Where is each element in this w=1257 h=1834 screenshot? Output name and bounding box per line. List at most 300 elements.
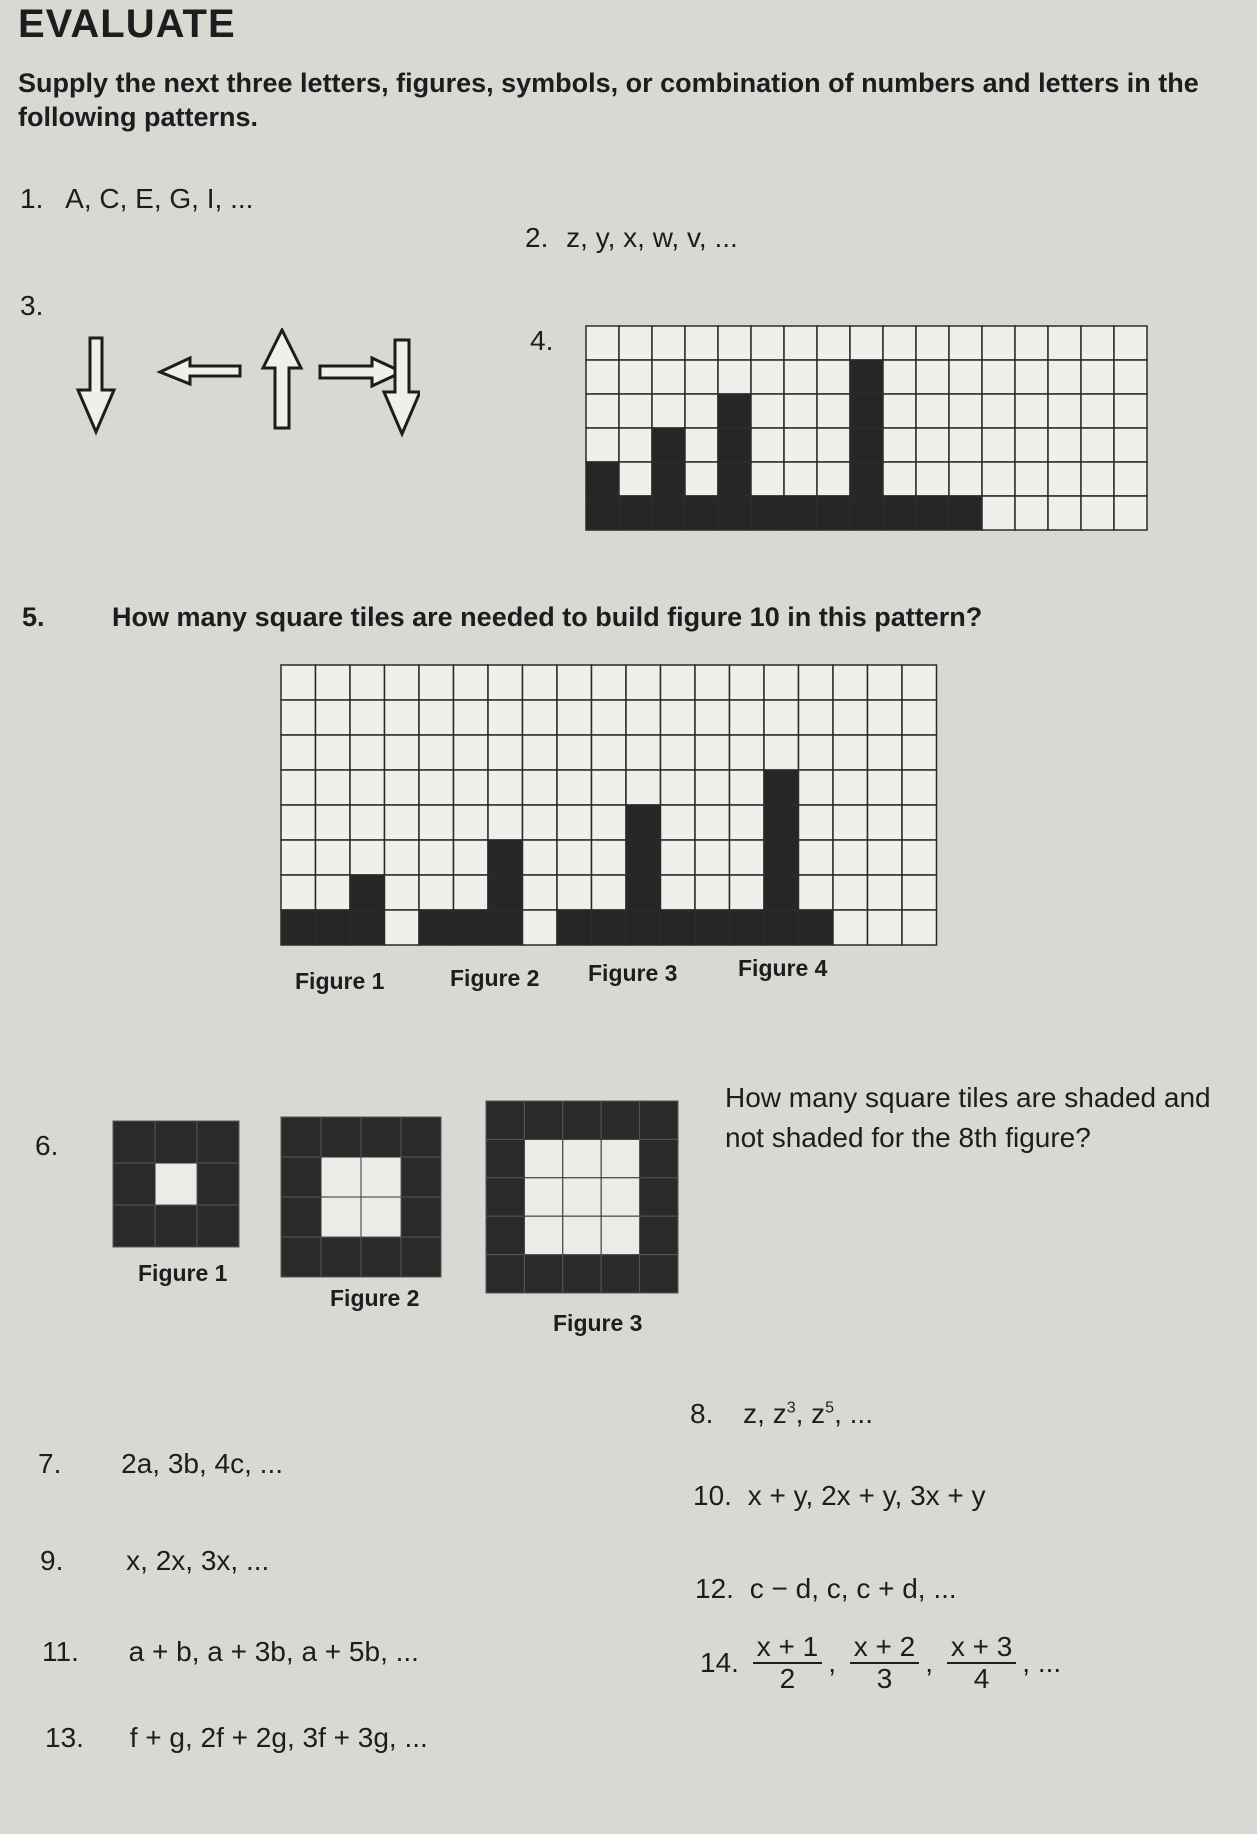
grid-cell <box>1114 326 1147 360</box>
figure-label: Figure 1 <box>138 1260 228 1286</box>
grid-cell <box>619 462 652 496</box>
denominator: 4 <box>973 1663 990 1694</box>
grid-cell <box>730 700 765 735</box>
question-4-number: 4. <box>530 325 554 356</box>
question-number: 1. <box>20 183 44 214</box>
question-text: A, C, E, G, I, ... <box>65 183 254 214</box>
grid-cell <box>764 700 799 735</box>
grid-cell <box>695 700 730 735</box>
numerator: x + 1 <box>753 1632 822 1664</box>
grid-cell <box>1081 326 1114 360</box>
grid-cell <box>916 394 949 428</box>
grid-cell <box>685 462 718 496</box>
shaded-tile <box>640 1139 678 1177</box>
question-number: 14. <box>700 1647 739 1678</box>
question-text: 2a, 3b, 4c, ... <box>121 1448 284 1479</box>
down-arrow-icon <box>384 340 420 434</box>
grid-cell <box>730 735 765 770</box>
question-number: 8. <box>690 1398 714 1429</box>
grid-cell <box>619 326 652 360</box>
shaded-tile <box>652 496 685 530</box>
exponent: 5 <box>825 1399 835 1417</box>
shaded-tile <box>155 1205 197 1247</box>
shaded-tile <box>419 910 454 945</box>
grid-cell <box>385 770 420 805</box>
grid-cell <box>799 805 834 840</box>
grid-cell <box>557 735 592 770</box>
question-text: x, 2x, 3x, ... <box>126 1545 270 1576</box>
grid-cell <box>652 326 685 360</box>
fraction <box>850 1632 919 1694</box>
grid-cell <box>316 805 351 840</box>
shaded-tile <box>316 910 351 945</box>
shaded-tile <box>486 1216 524 1254</box>
grid-cell <box>695 805 730 840</box>
grid-cell <box>523 910 558 945</box>
grid-cell <box>350 665 385 700</box>
grid-cell <box>1081 428 1114 462</box>
grid-cell <box>523 840 558 875</box>
grid-cell <box>281 700 316 735</box>
ellipsis: , ... <box>1022 1647 1062 1678</box>
shaded-tile <box>586 496 619 530</box>
grid-cell <box>454 735 489 770</box>
question-number: 2. <box>525 222 549 253</box>
grid-cell <box>1081 394 1114 428</box>
grid-cell <box>695 875 730 910</box>
grid-cell <box>883 360 916 394</box>
shaded-tile <box>661 910 696 945</box>
grid-cell <box>385 840 420 875</box>
grid-cell <box>949 326 982 360</box>
question-6-figure-2 <box>280 1116 465 1281</box>
question-number: 13. <box>45 1722 84 1753</box>
grid-cell <box>586 326 619 360</box>
question-text: x + y, 2x + y, 3x + y <box>747 1480 986 1511</box>
shaded-tile <box>626 805 661 840</box>
shaded-tile <box>640 1178 678 1216</box>
grid-cell <box>626 770 661 805</box>
denominator: 2 <box>779 1663 796 1694</box>
grid-cell <box>592 840 627 875</box>
shaded-tile <box>488 875 523 910</box>
unshaded-tile <box>563 1216 601 1254</box>
question-5-tile-grid <box>280 664 945 949</box>
grid-cell <box>1048 462 1081 496</box>
unshaded-tile <box>601 1178 639 1216</box>
grid-cell <box>557 665 592 700</box>
grid-cell <box>1081 496 1114 530</box>
grid-cell <box>784 394 817 428</box>
grid-cell <box>949 462 982 496</box>
grid-cell <box>730 770 765 805</box>
shaded-tile <box>281 910 316 945</box>
grid-cell <box>316 665 351 700</box>
grid-cell <box>751 360 784 394</box>
grid-cell <box>281 805 316 840</box>
shaded-tile <box>361 1237 401 1277</box>
grid-cell <box>799 700 834 735</box>
figure-label: Figure 2 <box>330 1285 420 1311</box>
question-2 <box>525 222 738 254</box>
shaded-tile <box>764 840 799 875</box>
grid-cell <box>685 394 718 428</box>
grid-cell <box>385 735 420 770</box>
figure-label: Figure 1 <box>295 968 385 994</box>
grid-cell <box>902 735 937 770</box>
grid-cell <box>557 840 592 875</box>
grid-cell <box>833 805 868 840</box>
unshaded-tile <box>361 1157 401 1197</box>
shaded-tile <box>626 875 661 910</box>
figure-label: Figure 3 <box>553 1310 643 1336</box>
grid-cell <box>557 770 592 805</box>
shaded-tile <box>718 428 751 462</box>
shaded-tile <box>350 910 385 945</box>
grid-cell <box>1048 428 1081 462</box>
shaded-tile <box>718 394 751 428</box>
grid-cell <box>799 735 834 770</box>
figure-label: Figure 2 <box>450 965 540 991</box>
grid-cell <box>419 665 454 700</box>
grid-cell <box>1048 394 1081 428</box>
shaded-tile <box>718 496 751 530</box>
shaded-tile <box>685 496 718 530</box>
grid-cell <box>868 700 903 735</box>
grid-cell <box>1015 428 1048 462</box>
grid-cell <box>817 326 850 360</box>
grid-cell <box>833 770 868 805</box>
question-6-figure-3 <box>485 1100 707 1298</box>
shaded-tile <box>883 496 916 530</box>
shaded-tile <box>695 910 730 945</box>
grid-cell <box>949 394 982 428</box>
shaded-tile <box>197 1205 239 1247</box>
grid-cell <box>1114 496 1147 530</box>
unshaded-tile <box>524 1139 562 1177</box>
shaded-tile <box>626 840 661 875</box>
grid-cell <box>784 326 817 360</box>
shaded-tile <box>281 1237 321 1277</box>
shaded-tile <box>730 910 765 945</box>
right-arrow-icon <box>320 358 402 386</box>
grid-cell <box>661 770 696 805</box>
grid-cell <box>419 875 454 910</box>
grid-cell <box>619 360 652 394</box>
grid-cell <box>850 326 883 360</box>
grid-cell <box>751 428 784 462</box>
page-title: EVALUATE <box>18 2 236 46</box>
grid-cell <box>419 735 454 770</box>
grid-cell <box>784 462 817 496</box>
grid-cell <box>916 428 949 462</box>
grid-cell <box>454 700 489 735</box>
grid-cell <box>799 875 834 910</box>
grid-cell <box>833 700 868 735</box>
grid-cell <box>523 805 558 840</box>
shaded-tile <box>586 462 619 496</box>
shaded-tile <box>486 1178 524 1216</box>
question-9 <box>40 1545 269 1577</box>
question-7 <box>38 1448 283 1480</box>
shaded-tile <box>524 1255 562 1293</box>
question-6-text-line2: not shaded for the 8th figure? <box>725 1122 1091 1153</box>
grid-cell <box>385 875 420 910</box>
grid-cell <box>385 700 420 735</box>
figure-label: Figure 4 <box>738 955 828 981</box>
grid-cell <box>454 875 489 910</box>
grid-cell <box>833 910 868 945</box>
grid-cell <box>281 665 316 700</box>
shaded-tile <box>916 496 949 530</box>
grid-cell <box>592 735 627 770</box>
grid-cell <box>751 462 784 496</box>
grid-cell <box>868 770 903 805</box>
question-number: 11. <box>42 1636 79 1667</box>
grid-cell <box>661 805 696 840</box>
question-3-number: 3. <box>20 290 44 321</box>
grid-cell <box>833 735 868 770</box>
question-13 <box>45 1722 428 1754</box>
grid-cell <box>592 875 627 910</box>
grid-cell <box>592 805 627 840</box>
shaded-tile <box>361 1117 401 1157</box>
shaded-tile <box>949 496 982 530</box>
grid-cell <box>1015 394 1048 428</box>
shaded-tile <box>817 496 850 530</box>
unshaded-tile <box>321 1197 361 1237</box>
question-number: 5. <box>22 602 45 632</box>
question-number: 12. <box>695 1573 734 1604</box>
grid-cell <box>982 394 1015 428</box>
numerator: x + 3 <box>947 1632 1016 1664</box>
figure-label: Figure 3 <box>588 960 678 986</box>
grid-cell <box>1048 360 1081 394</box>
shaded-tile <box>281 1117 321 1157</box>
grid-cell <box>902 875 937 910</box>
question-text: f + g, 2f + 2g, 3f + 3g, ... <box>129 1722 428 1753</box>
shaded-tile <box>850 360 883 394</box>
grid-cell <box>488 700 523 735</box>
grid-cell <box>685 326 718 360</box>
grid-cell <box>350 805 385 840</box>
numerator: x + 2 <box>850 1632 919 1664</box>
shaded-tile <box>486 1101 524 1139</box>
grid-cell <box>982 462 1015 496</box>
term: z <box>772 1398 787 1429</box>
grid-cell <box>730 875 765 910</box>
unshaded-tile <box>524 1216 562 1254</box>
grid-cell <box>799 665 834 700</box>
shaded-tile <box>563 1101 601 1139</box>
unshaded-tile <box>524 1178 562 1216</box>
grid-cell <box>868 735 903 770</box>
question-3-arrow-pattern <box>70 328 420 438</box>
question-number: 10. <box>693 1480 732 1511</box>
grid-cell <box>488 770 523 805</box>
shaded-tile <box>764 770 799 805</box>
grid-cell <box>557 805 592 840</box>
grid-cell <box>695 665 730 700</box>
shaded-tile <box>799 910 834 945</box>
grid-cell <box>902 665 937 700</box>
shaded-tile <box>764 875 799 910</box>
grid-cell <box>523 770 558 805</box>
grid-cell <box>695 735 730 770</box>
shaded-tile <box>350 875 385 910</box>
unshaded-tile <box>563 1139 601 1177</box>
grid-cell <box>833 875 868 910</box>
grid-cell <box>695 840 730 875</box>
shaded-tile <box>601 1101 639 1139</box>
grid-cell <box>661 840 696 875</box>
grid-cell <box>316 770 351 805</box>
shaded-tile <box>281 1157 321 1197</box>
grid-cell <box>652 394 685 428</box>
grid-cell <box>488 735 523 770</box>
grid-cell <box>523 700 558 735</box>
question-text: z, y, x, w, v, ... <box>566 222 738 253</box>
term: z <box>811 1398 826 1429</box>
grid-cell <box>868 840 903 875</box>
grid-cell <box>523 875 558 910</box>
grid-cell <box>1048 326 1081 360</box>
grid-cell <box>619 428 652 462</box>
question-6-text-line1: How many square tiles are shaded and <box>725 1082 1211 1113</box>
shaded-tile <box>640 1255 678 1293</box>
grid-cell <box>916 360 949 394</box>
unshaded-tile <box>321 1157 361 1197</box>
grid-cell <box>902 700 937 735</box>
question-4-tile-grid <box>585 325 1170 541</box>
unshaded-tile <box>563 1178 601 1216</box>
grid-cell <box>784 428 817 462</box>
grid-cell <box>730 665 765 700</box>
grid-cell <box>982 496 1015 530</box>
fraction <box>947 1632 1016 1694</box>
grid-cell <box>488 665 523 700</box>
grid-cell <box>454 840 489 875</box>
grid-cell <box>902 770 937 805</box>
grid-cell <box>626 700 661 735</box>
grid-cell <box>281 735 316 770</box>
question-number: 9. <box>40 1545 64 1576</box>
grid-cell <box>799 840 834 875</box>
question-text: a + b, a + 3b, a + 5b, ... <box>128 1636 419 1667</box>
grid-cell <box>817 394 850 428</box>
grid-cell <box>454 665 489 700</box>
grid-cell <box>730 840 765 875</box>
shaded-tile <box>321 1117 361 1157</box>
shaded-tile <box>640 1216 678 1254</box>
grid-cell <box>523 665 558 700</box>
fraction <box>753 1632 822 1694</box>
grid-cell <box>1015 462 1048 496</box>
grid-cell <box>316 840 351 875</box>
grid-cell <box>385 665 420 700</box>
grid-cell <box>316 735 351 770</box>
question-6-figure-1 <box>112 1120 262 1250</box>
question-text-base: z, <box>743 1398 765 1429</box>
grid-cell <box>454 805 489 840</box>
grid-cell <box>695 770 730 805</box>
grid-cell <box>817 428 850 462</box>
grid-cell <box>652 360 685 394</box>
shaded-tile <box>640 1101 678 1139</box>
shaded-tile <box>401 1157 441 1197</box>
grid-cell <box>868 875 903 910</box>
question-14: 14. $\frac{x + 1}{2}$ , $\frac{x + 2}{3}$ , $\frac{x + 3}{4}$ , ... <box>700 1631 1062 1694</box>
unshaded-tile <box>361 1197 401 1237</box>
grid-cell <box>419 700 454 735</box>
shaded-tile <box>850 496 883 530</box>
grid-cell <box>730 805 765 840</box>
shaded-tile <box>718 462 751 496</box>
grid-cell <box>868 665 903 700</box>
grid-cell <box>281 770 316 805</box>
grid-cell <box>817 360 850 394</box>
shaded-tile <box>401 1197 441 1237</box>
shaded-tile <box>592 910 627 945</box>
grid-cell <box>586 394 619 428</box>
question-6-number: 6. <box>35 1130 59 1161</box>
grid-cell <box>454 770 489 805</box>
shaded-tile <box>321 1237 361 1277</box>
grid-cell <box>419 840 454 875</box>
down-arrow-icon <box>78 338 114 432</box>
question-5 <box>22 602 982 633</box>
up-arrow-icon <box>263 330 301 428</box>
grid-cell <box>883 428 916 462</box>
grid-cell <box>592 665 627 700</box>
shaded-tile <box>751 496 784 530</box>
shaded-tile <box>401 1237 441 1277</box>
grid-cell <box>685 360 718 394</box>
grid-cell <box>281 875 316 910</box>
shaded-tile <box>557 910 592 945</box>
grid-cell <box>1015 326 1048 360</box>
grid-cell <box>316 875 351 910</box>
grid-cell <box>1114 462 1147 496</box>
grid-cell <box>350 700 385 735</box>
shaded-tile <box>850 462 883 496</box>
grid-cell <box>833 665 868 700</box>
grid-cell <box>626 665 661 700</box>
grid-cell <box>661 700 696 735</box>
grid-cell <box>557 875 592 910</box>
grid-cell <box>799 770 834 805</box>
grid-cell <box>419 805 454 840</box>
grid-cell <box>883 326 916 360</box>
shaded-tile <box>601 1255 639 1293</box>
grid-cell <box>586 428 619 462</box>
shaded-tile <box>850 394 883 428</box>
grid-cell <box>902 840 937 875</box>
question-text: How many square tiles are needed to build figure 10 in this pattern? <box>112 602 983 632</box>
grid-cell <box>685 428 718 462</box>
grid-cell <box>982 360 1015 394</box>
unshaded-tile <box>601 1139 639 1177</box>
grid-cell <box>661 735 696 770</box>
shaded-tile <box>626 910 661 945</box>
shaded-tile <box>563 1255 601 1293</box>
shaded-tile <box>113 1121 155 1163</box>
question-11 <box>42 1636 419 1668</box>
grid-cell <box>949 360 982 394</box>
grid-cell <box>1114 428 1147 462</box>
unshaded-tile <box>601 1216 639 1254</box>
grid-cell <box>718 326 751 360</box>
